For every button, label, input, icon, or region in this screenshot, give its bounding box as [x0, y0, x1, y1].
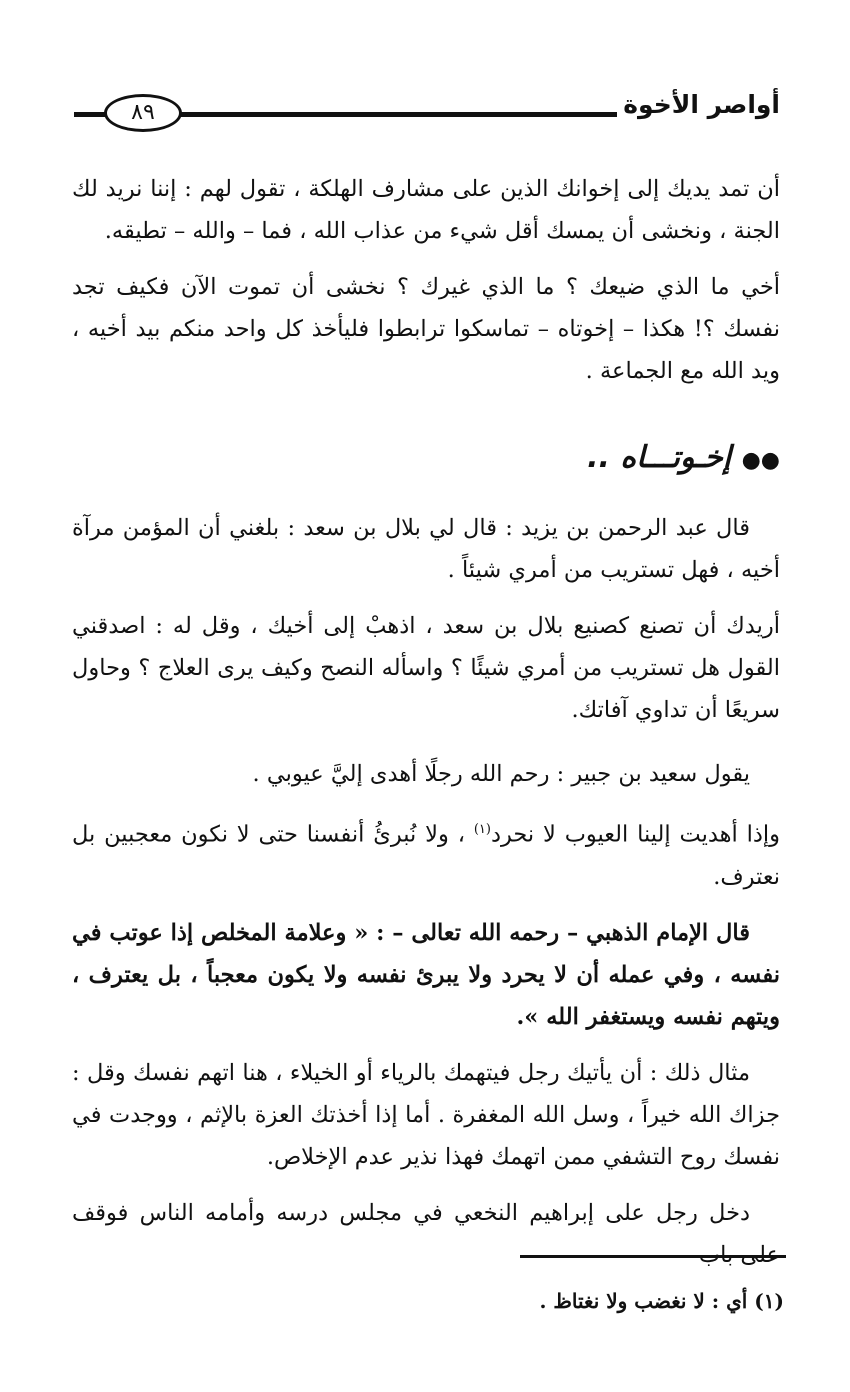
page-body: [72, 168, 780, 1290]
footnote: (١) أي : لا نغضب ولا نغتاظ .: [539, 1289, 784, 1313]
paragraph-2: أريدك أن تصنع كصنيع بلال بن سعد ، اذهبْ إلى أخيك ، وقل له : اصدقني القول هل تستريب من أمري شيئًا ؟ واسأله النصح وكيف يرى العلاج ؟ وحاول سريعًا أن تداوي آفاتك.: [72, 613, 780, 723]
footnote-reference: (١): [473, 822, 491, 837]
page-number: ٨٩: [104, 94, 182, 132]
bullet-icon: ●●: [741, 448, 780, 473]
paragraph-4-text-b: ، ولا نُبرئُ أنفسنا حتى لا نكون معجبين بل نعترف.: [72, 821, 780, 890]
paragraph-intro-1: أن تمد يديك إلى إخوانك الذين على مشارف الهلكة ، تقول لهم : إننا نريد لك الجنة ، ونخشى أن يمسك أقل شيء من عذاب الله ، فما – والله – تطيقه.: [72, 176, 780, 244]
paragraph-1: قال عبد الرحمن بن يزيد : قال لي بلال بن سعد : بلغني أن المؤمن مرآة أخيه ، فهل تستريب من أمري شيئاً .: [72, 515, 780, 583]
paragraph-7: دخل رجل على إبراهيم النخعي في مجلس درسه وأمامه الناس فوقف: [72, 1199, 750, 1226]
running-title: أواصر الأخوة: [617, 90, 780, 119]
paragraph-6: مثال ذلك : أن يأتيك رجل فيتهمك بالرياء أو الخيلاء ، هنا اتهم نفسك وقل : جزاك الله خيراً ، وسل الله المغفرة . أما إذا أخذتك العزة بالإثم ، ووجدت في نفسك روح التشفي ممن اتهمك فهذا نذير عدم الإخلاص.: [72, 1059, 780, 1170]
paragraph-intro-2: أخي ما الذي ضيعك ؟ ما الذي غيرك ؟ نخشى أن تموت الآن فكيف تجد نفسك ؟! هكذا – إخوتاه – تماسكوا ترابطوا فليأخذ كل واحد منكم بيد أخيه ، ويد الله مع الجماعة .: [72, 274, 780, 384]
paragraph-4: [72, 809, 780, 898]
paragraph-5: قال الإمام الذهبي – رحمه الله تعالى – : « وعلامة المخلص إذا عوتب في نفسه ، وفي عمله أن لا يحرد ولا يبرئ نفسه ولا يكون معجباً ، بل يعترف ، ويتهم نفسه ويستغفر الله ».: [72, 919, 780, 1030]
section-heading: [72, 436, 780, 483]
paragraph-3: يقول سعيد بن جبير : رحم الله رجلًا أهدى إليَّ عيوبي .: [252, 761, 750, 787]
section-title: إخـوتـــاه ..: [587, 440, 732, 475]
header-rule: [178, 112, 646, 117]
paragraph-4-text-a: وإذا أهديت إلينا العيوب لا نحرد: [490, 821, 780, 848]
footnote-divider: [520, 1255, 786, 1258]
page-header: [0, 84, 850, 144]
